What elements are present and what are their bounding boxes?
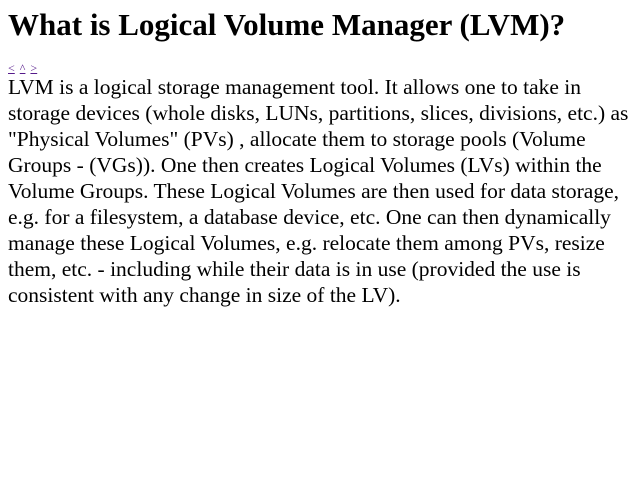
page-title: What is Logical Volume Manager (LVM)? (8, 7, 566, 42)
navigation-links (8, 62, 632, 74)
body-paragraph: LVM is a logical storage management tool. It allows one to take in storage devices (whole disks, LUNs, partitions, slices, divisions, etc.) as "Physical Volumes" (PVs) , allocate them to storage pools (Volume Groups - (VGs)). One then creates Logical Volumes (LVs) within the Volume Groups. These Logical Volumes are then used for data storage, e.g. for a filesystem, a database device, etc. One can then dynamically manage these Logical Volumes, e.g. relocate them among PVs, resize them, etc. - including while their data is in use (provided the use is consistent with any change in size of the LV). (8, 75, 629, 307)
up-link[interactable]: ^ (19, 61, 26, 75)
next-link[interactable]: > (30, 61, 38, 75)
prev-link[interactable]: < (8, 61, 15, 75)
